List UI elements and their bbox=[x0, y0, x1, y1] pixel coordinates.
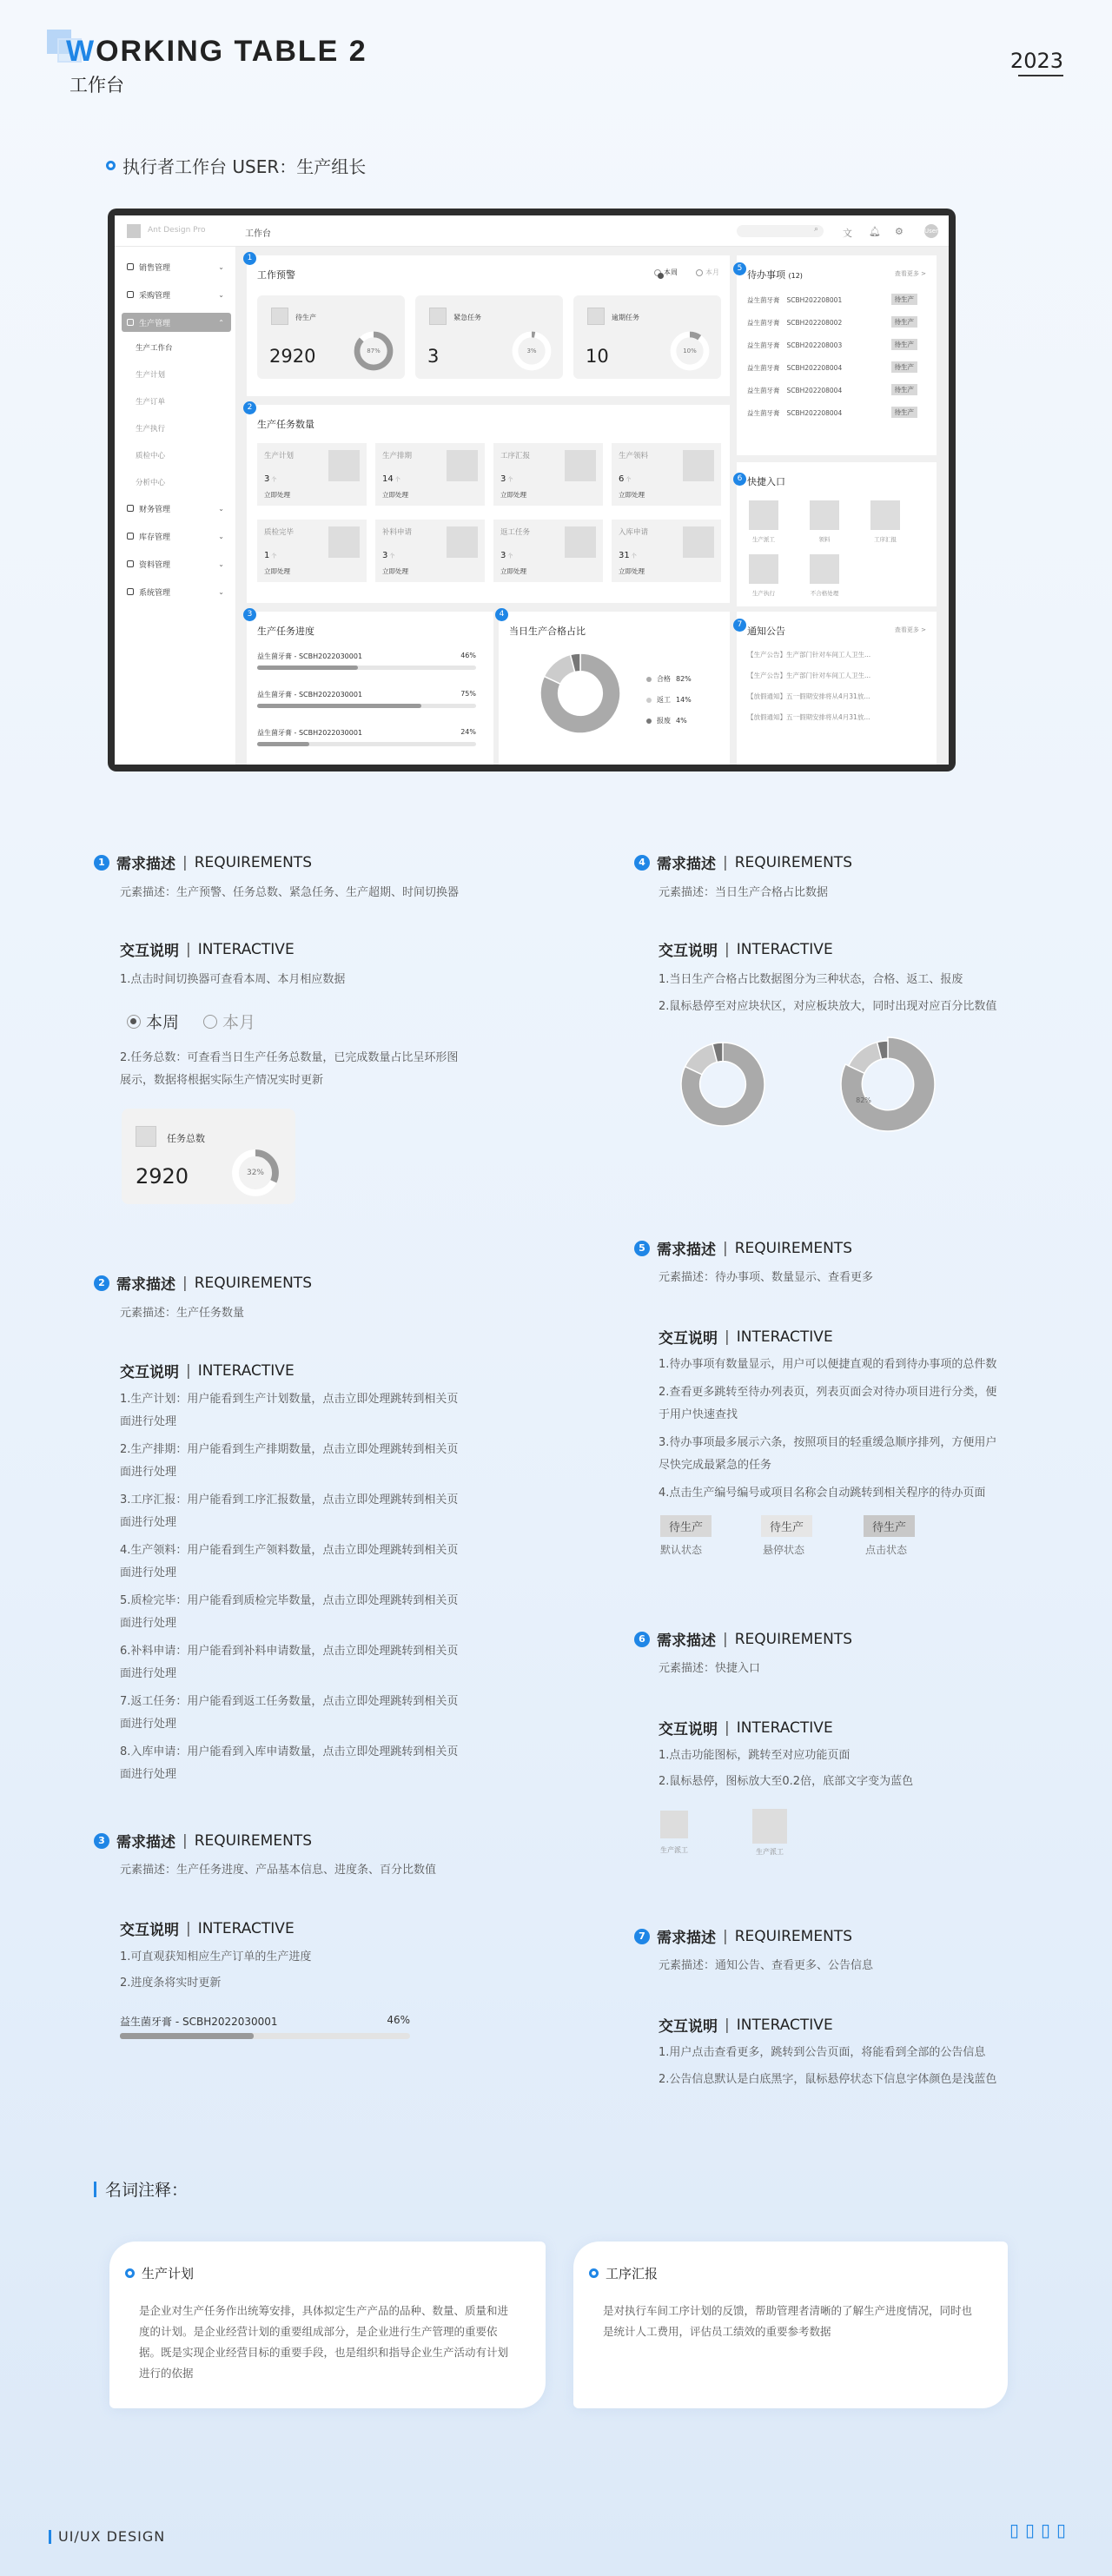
docs.s5-line: 2.查看更多跳转至待办列表页，列表页面会对待办项目进行分类，便 bbox=[659, 1386, 997, 1399]
app-sidebar bbox=[115, 247, 236, 765]
legend-item bbox=[646, 674, 692, 684]
task-unit: 个 bbox=[626, 477, 632, 483]
placeholder-icon bbox=[328, 450, 360, 481]
sidebar-item-data[interactable]: 资料管理 ⌄ bbox=[122, 554, 231, 573]
s4-donut-default bbox=[678, 1039, 768, 1129]
purchase-icon bbox=[127, 291, 134, 298]
legend-dot-icon bbox=[646, 718, 652, 724]
s6-p1: 1.点击功能图标，跳转至对应功能页面 bbox=[659, 1749, 851, 1762]
bullet-icon bbox=[106, 161, 116, 170]
todo-code[interactable]: SCBH202208004 bbox=[786, 409, 843, 417]
progress-row[interactable]: 益生菌牙膏 - SCBH2022030001 46% bbox=[257, 652, 476, 661]
s1-demo-card: 任务总数 2920 32% bbox=[122, 1109, 295, 1204]
placeholder-icon bbox=[271, 308, 288, 325]
progress-bar bbox=[257, 704, 476, 708]
year-label: 2023 bbox=[1009, 49, 1063, 73]
donut-slice-1[interactable] bbox=[849, 1043, 882, 1074]
device-frame bbox=[108, 209, 956, 771]
sidebar-item-production[interactable]: 生产管理 ⌃ bbox=[122, 313, 231, 332]
task-count: 14 bbox=[382, 474, 394, 484]
task-unit: 个 bbox=[507, 553, 513, 560]
task-action-link[interactable]: 立即处理 bbox=[500, 567, 526, 575]
s7-inter-heading: 交互说明 | INTERACTIVE bbox=[659, 2016, 833, 2036]
task-action-link[interactable]: 立即处理 bbox=[264, 567, 290, 575]
chevron-down-icon: ⌄ bbox=[218, 532, 224, 540]
legend-dot-icon bbox=[646, 677, 652, 682]
system-icon bbox=[127, 588, 134, 595]
docs.s2-line: 7.返工任务：用户能看到返工任务数量，点击立即处理跳转到相关页 bbox=[120, 1695, 459, 1708]
settings-icon[interactable]: ⚙ bbox=[895, 226, 904, 237]
s7-req-heading: 7 需求描述 | REQUIREMENTS bbox=[634, 1925, 852, 1947]
app-brand: Ant Design Pro bbox=[148, 226, 206, 235]
s6-p2: 2.鼠标悬停，图标放大至0.2倍，底部文字变为蓝色 bbox=[659, 1775, 914, 1788]
s6-desc: 元素描述：快捷入口 bbox=[659, 1662, 761, 1675]
progress-card bbox=[247, 612, 493, 765]
task-tile[interactable] bbox=[493, 520, 603, 582]
s3-desc: 元素描述：生产任务进度、产品基本信息、进度条、百分比数值 bbox=[120, 1864, 437, 1877]
task-count: 3 bbox=[264, 474, 270, 484]
placeholder-icon bbox=[447, 526, 478, 558]
task-value bbox=[619, 474, 631, 484]
docs.s2-line: 4.生产领料：用户能看到生产领料数量，点击立即处理跳转到相关页 bbox=[120, 1544, 459, 1557]
placeholder-icon bbox=[683, 526, 714, 558]
chevron-down-icon: ⌄ bbox=[218, 290, 224, 299]
todo-row[interactable] bbox=[747, 408, 917, 418]
s3-p1: 1.可直观获知相应生产订单的生产进度 bbox=[120, 1950, 312, 1963]
placeholder-icon bbox=[328, 526, 360, 558]
quick-entry-icon[interactable] bbox=[810, 554, 839, 584]
task-tile[interactable] bbox=[612, 520, 721, 582]
state-default-label: 默认状态 bbox=[660, 1544, 703, 1556]
bell-icon[interactable]: 🔔︎ bbox=[869, 226, 881, 237]
s4-p1: 1.当日生产合格占比数据图分为三种状态，合格、返工、报废 bbox=[659, 973, 963, 986]
legend-dot-icon bbox=[646, 698, 652, 703]
state-default-tag[interactable]: 待生产 bbox=[660, 1515, 712, 1537]
s4-hover-pct: 82% bbox=[856, 1096, 871, 1104]
quick-entry-icon[interactable] bbox=[749, 500, 778, 530]
task-label: 生产计划 bbox=[264, 452, 295, 460]
search-input[interactable] bbox=[737, 225, 824, 237]
docs.s5-line: 1.待办事项有数量显示，用户可以便捷直观的看到待办事项的总件数 bbox=[659, 1358, 997, 1371]
task-action-link[interactable]: 立即处理 bbox=[500, 491, 526, 499]
legend-label: 报废 bbox=[657, 717, 671, 725]
demo-radio-month[interactable]: 本月 bbox=[203, 1010, 255, 1033]
notice-item[interactable]: 【放假通知】五一假期安排将从4月31放... bbox=[747, 713, 870, 721]
flask-icon: ▯ bbox=[1025, 2520, 1036, 2540]
task-count: 31 bbox=[619, 551, 630, 560]
chevron-up-icon: ⌃ bbox=[218, 318, 224, 327]
tasks-title: 生产任务数量 bbox=[257, 419, 314, 430]
quick-entry-icon[interactable] bbox=[870, 500, 900, 530]
app-logo-icon bbox=[127, 224, 141, 238]
radio-off-icon bbox=[696, 269, 703, 276]
task-label: 生产领料 bbox=[619, 452, 649, 460]
task-action-link[interactable]: 立即处理 bbox=[264, 491, 290, 499]
s5-req-heading: 5 需求描述 | REQUIREMENTS bbox=[634, 1237, 852, 1259]
glossary-title: 名词注释： bbox=[94, 2177, 188, 2201]
task-value bbox=[264, 551, 276, 560]
placeholder-icon bbox=[136, 1126, 156, 1147]
task-label: 工序汇报 bbox=[500, 452, 531, 460]
task-tile[interactable] bbox=[257, 520, 367, 582]
docs.s5-line: 4.点击生产编号编号或项目名称会自动跳转到相关程序的待办页面 bbox=[659, 1487, 986, 1500]
s5-desc: 元素描述：待办事项、数量显示、查看更多 bbox=[659, 1271, 874, 1284]
sidebar-item-system[interactable]: 系统管理 ⌄ bbox=[122, 582, 231, 601]
task-unit: 个 bbox=[271, 477, 277, 483]
quick-demo-default[interactable] bbox=[660, 1811, 688, 1838]
badge-1: 1 bbox=[243, 252, 256, 265]
task-count: 3 bbox=[382, 551, 388, 560]
legend-item bbox=[646, 716, 687, 725]
task-tile[interactable] bbox=[375, 443, 485, 506]
quick-entry-label[interactable]: 不合格处理 bbox=[810, 590, 839, 597]
app-topbar bbox=[115, 215, 949, 247]
s7-p1: 1.用户点击查看更多，跳转到公告页面，将能看到全部的公告信息 bbox=[659, 2046, 986, 2059]
page-subtitle: 工作台 bbox=[70, 75, 124, 96]
task-tile[interactable] bbox=[375, 520, 485, 582]
task-unit: 个 bbox=[389, 553, 395, 560]
s4-inter-heading: 交互说明 | INTERACTIVE bbox=[659, 940, 833, 960]
s1-p2a: 2.任务总数：可查看当日生产任务总数量，已完成数量占比呈环形图 bbox=[120, 1051, 459, 1064]
task-value bbox=[382, 474, 400, 484]
docs.s2-line: 面进行处理 bbox=[120, 1617, 177, 1630]
state-click-tag[interactable]: 待生产 bbox=[864, 1515, 915, 1537]
finance-icon bbox=[127, 505, 134, 512]
sidebar-sub-analysis[interactable]: 分析中心 bbox=[136, 479, 166, 487]
task-unit: 个 bbox=[507, 477, 513, 483]
progress-bar bbox=[120, 2033, 410, 2039]
notice-item[interactable]: 【生产公告】生产部门针对车间工人卫生... bbox=[747, 651, 871, 659]
page-title: WORKING TABLE 2 bbox=[66, 35, 367, 68]
todo-name[interactable]: 益生菌牙膏 bbox=[747, 319, 780, 327]
quick-entry-label[interactable]: 生产派工 bbox=[752, 536, 775, 543]
task-tile[interactable] bbox=[493, 443, 603, 506]
stat-urgent[interactable]: 紧急任务 3 3% bbox=[415, 295, 563, 379]
s6-inter-heading: 交互说明 | INTERACTIVE bbox=[659, 1718, 833, 1738]
chevron-down-icon: ⌄ bbox=[218, 587, 224, 596]
bullet-icon bbox=[125, 2268, 135, 2278]
app-page-name: 工作台 bbox=[245, 229, 271, 239]
quick-entry-label[interactable]: 生产执行 bbox=[752, 590, 775, 597]
chevron-down-icon: ⌄ bbox=[218, 262, 224, 271]
quick-demo-hover[interactable] bbox=[752, 1809, 787, 1844]
todo-title: 待办事项 (12) bbox=[747, 269, 803, 281]
legend-pct: 4% bbox=[676, 717, 687, 725]
docs.s2-line: 2.生产排期：用户能看到生产排期数量，点击立即处理跳转到相关页 bbox=[120, 1443, 459, 1456]
sidebar-sub-plan[interactable]: 生产计划 bbox=[136, 371, 166, 380]
docs.s5-line: 尽快完成最紧急的任务 bbox=[659, 1459, 772, 1472]
todo-more-link[interactable]: 查看更多 > bbox=[894, 270, 926, 277]
task-value bbox=[264, 474, 276, 484]
progress-bar bbox=[257, 666, 476, 670]
radio-on-icon bbox=[127, 1015, 141, 1029]
task-unit: 个 bbox=[271, 553, 277, 560]
sales-icon bbox=[127, 263, 134, 270]
tab-week[interactable]: 本周 bbox=[654, 268, 678, 277]
docs.s5-line: 3.待办事项最多展示六条，按照项目的轻重缓急顺序排列，方便用户 bbox=[659, 1436, 997, 1449]
progress-row[interactable]: 益生菌牙膏 - SCBH2022030001 24% bbox=[257, 728, 476, 738]
progress-row[interactable]: 益生菌牙膏 - SCBH2022030001 75% bbox=[257, 690, 476, 699]
task-action-link[interactable]: 立即处理 bbox=[382, 567, 408, 575]
flask-icon: ▯ bbox=[1056, 2520, 1067, 2540]
legend-item bbox=[646, 695, 692, 705]
sidebar-item-finance[interactable]: 财务管理 ⌄ bbox=[122, 499, 231, 518]
s1-desc: 元素描述：生产预警、任务总数、紧急任务、生产超期、时间切换器 bbox=[120, 886, 460, 899]
task-unit: 个 bbox=[394, 477, 400, 483]
accent-bar bbox=[49, 2530, 51, 2544]
placeholder-icon bbox=[683, 450, 714, 481]
translate-icon[interactable]: 文 bbox=[843, 228, 852, 239]
chevron-down-icon: ⌄ bbox=[218, 504, 224, 513]
sidebar-item-inventory[interactable]: 库存管理 ⌄ bbox=[122, 526, 231, 546]
docs.s2-line: 8.入库申请：用户能看到入库申请数量，点击立即处理跳转到相关页 bbox=[120, 1745, 459, 1758]
app-screen bbox=[115, 215, 949, 765]
todo-row[interactable] bbox=[747, 363, 917, 373]
executor-text: 执行者工作台 USER：生产组长 bbox=[122, 156, 367, 177]
badge-4: 4 bbox=[495, 608, 508, 621]
avatar[interactable]: User bbox=[924, 224, 938, 238]
todo-code[interactable]: SCBH202208004 bbox=[786, 364, 843, 372]
todo-name[interactable]: 益生菌牙膏 bbox=[747, 364, 780, 372]
s3-req-heading: 3 需求描述 | REQUIREMENTS bbox=[94, 1830, 312, 1851]
task-label: 入库申请 bbox=[619, 528, 649, 537]
quality-donut[interactable] bbox=[537, 650, 624, 737]
todo-name[interactable]: 益生菌牙膏 bbox=[747, 341, 780, 349]
s4-req-heading: 4 需求描述 | REQUIREMENTS bbox=[634, 851, 852, 873]
todo-code[interactable]: SCBH202208001 bbox=[786, 296, 843, 304]
task-action-link[interactable]: 立即处理 bbox=[619, 567, 645, 575]
state-hover-label: 悬停状态 bbox=[763, 1544, 805, 1556]
task-label: 补料申请 bbox=[382, 528, 413, 537]
glossary-card: 生产计划 是企业对生产任务作出统筹安排，具体拟定生产产品的品种、数量、质量和进度的计划。是企业经营计划的重要组成部分，是企业进行生产管理的重要依据。既是实现企业经营目标的重要手段，也是组织和指导企业生产活动有计划进行的依据 bbox=[109, 2242, 546, 2408]
todo-row[interactable] bbox=[747, 386, 917, 395]
legend-pct: 14% bbox=[676, 696, 692, 704]
progress-title: 生产任务进度 bbox=[257, 626, 314, 637]
accent-bar bbox=[94, 2182, 96, 2197]
quick-card bbox=[737, 462, 937, 606]
quick-entry-label[interactable]: 领料 bbox=[818, 536, 831, 543]
s3-demo-progress: 益生菌牙膏 - SCBH2022030001 46% bbox=[120, 2014, 410, 2029]
todo-code[interactable]: SCBH202208002 bbox=[786, 319, 843, 327]
s2-req-heading: 2 需求描述 | REQUIREMENTS bbox=[94, 1272, 312, 1294]
executor-line bbox=[106, 153, 366, 178]
legend-label: 返工 bbox=[657, 696, 671, 704]
docs.s2-line: 3.工序汇报：用户能看到工序汇报数量，点击立即处理跳转到相关页 bbox=[120, 1493, 459, 1507]
task-count: 3 bbox=[500, 474, 506, 484]
radio-on-icon bbox=[654, 269, 661, 276]
task-value bbox=[382, 551, 394, 560]
quality-title: 当日生产合格占比 bbox=[509, 626, 586, 637]
search-icon: ⌕ bbox=[813, 225, 818, 234]
placeholder-icon bbox=[447, 450, 478, 481]
todo-card bbox=[737, 255, 937, 455]
todo-status-tag: 待生产 bbox=[891, 339, 918, 350]
legend-pct: 82% bbox=[676, 675, 692, 683]
warning-card bbox=[247, 255, 730, 396]
placeholder-icon bbox=[429, 308, 447, 325]
todo-status-tag: 待生产 bbox=[891, 294, 918, 305]
demo-radio-week[interactable]: 本周 bbox=[127, 1010, 179, 1033]
glossary-card: 工序汇报 是对执行车间工序计划的反馈，帮助管理者清晰的了解生产进度情况，同时也是统计人工费用，评估员工绩效的重要参考数据 bbox=[573, 2242, 1008, 2408]
sidebar-sub-quality[interactable]: 质检中心 bbox=[136, 452, 166, 460]
stat-pending[interactable]: 待生产 2920 87% bbox=[257, 295, 405, 379]
docs.s2-line: 面进行处理 bbox=[120, 1566, 177, 1579]
badge-2: 2 bbox=[243, 401, 256, 414]
badge-5: 5 bbox=[733, 262, 746, 275]
radio-off-icon bbox=[203, 1015, 217, 1029]
year-underline bbox=[1018, 75, 1063, 76]
task-count: 6 bbox=[619, 474, 625, 484]
task-label: 返工任务 bbox=[500, 528, 531, 537]
task-tile[interactable] bbox=[612, 443, 721, 506]
placeholder-icon bbox=[565, 450, 596, 481]
notice-more-link[interactable]: 查看更多 > bbox=[894, 626, 926, 633]
sidebar-item-sales[interactable]: 销售管理 ⌄ bbox=[122, 257, 231, 276]
s4-p2: 2.鼠标悬停至对应块状区，对应板块放大，同时出现对应百分比数值 bbox=[659, 1000, 997, 1013]
badge-6: 6 bbox=[733, 473, 746, 486]
flask-icon: ▯ bbox=[1041, 2520, 1051, 2540]
legend-label: 合格 bbox=[657, 675, 671, 683]
todo-status-tag: 待生产 bbox=[891, 384, 918, 395]
notice-card bbox=[737, 612, 937, 765]
docs.s2-line: 面进行处理 bbox=[120, 1718, 177, 1731]
sidebar-item-purchase[interactable]: 采购管理 ⌄ bbox=[122, 285, 231, 304]
todo-status-tag: 待生产 bbox=[891, 361, 918, 373]
state-click-label: 点击状态 bbox=[865, 1544, 908, 1556]
task-tile[interactable] bbox=[257, 443, 367, 506]
quality-card bbox=[499, 612, 730, 765]
s2-desc: 元素描述：生产任务数量 bbox=[120, 1307, 245, 1320]
task-value bbox=[619, 551, 637, 560]
tab-month[interactable]: 本月 bbox=[696, 268, 719, 277]
progress-bar bbox=[257, 742, 476, 746]
sidebar-sub-order[interactable]: 生产订单 bbox=[136, 398, 166, 407]
task-label: 生产排期 bbox=[382, 452, 413, 460]
task-unit: 个 bbox=[631, 553, 637, 560]
bullet-icon bbox=[589, 2268, 599, 2278]
todo-name[interactable]: 益生菌牙膏 bbox=[747, 296, 780, 304]
s1-inter-heading: 交互说明 | INTERACTIVE bbox=[120, 940, 295, 960]
s4-desc: 元素描述：当日生产合格占比数据 bbox=[659, 886, 829, 899]
s7-p2: 2.公告信息默认是白底黑字，鼠标悬停状态下信息字体颜色是浅蓝色 bbox=[659, 2073, 997, 2086]
stat-overdue[interactable]: 逾期任务 10 10% bbox=[573, 295, 721, 379]
quick-entry-icon[interactable] bbox=[749, 554, 778, 584]
docs.s2-line: 面进行处理 bbox=[120, 1667, 177, 1680]
inventory-icon bbox=[127, 533, 134, 540]
data-icon bbox=[127, 560, 134, 567]
todo-row[interactable] bbox=[747, 318, 917, 328]
s6-req-heading: 6 需求描述 | REQUIREMENTS bbox=[634, 1628, 852, 1650]
s1-p2b: 展示，数据将根据实际生产情况实时更新 bbox=[120, 1074, 324, 1087]
docs.s2-line: 面进行处理 bbox=[120, 1516, 177, 1529]
docs.s2-line: 5.质检完毕：用户能看到质检完毕数量，点击立即处理跳转到相关页 bbox=[120, 1594, 459, 1607]
s3-p2: 2.进度条将实时更新 bbox=[120, 1977, 222, 1990]
badge-7: 7 bbox=[733, 619, 746, 632]
placeholder-icon bbox=[587, 308, 605, 325]
task-action-link[interactable]: 立即处理 bbox=[619, 491, 645, 499]
todo-status-tag: 待生产 bbox=[891, 316, 918, 328]
quick-entry-icon[interactable] bbox=[810, 500, 839, 530]
docs.s2-line: 6.补料申请：用户能看到补料申请数量，点击立即处理跳转到相关页 bbox=[120, 1645, 459, 1658]
task-label: 质检完毕 bbox=[264, 528, 295, 537]
task-value bbox=[500, 551, 513, 560]
task-count: 1 bbox=[264, 551, 270, 560]
quick-entry-label[interactable]: 工序汇报 bbox=[874, 536, 897, 543]
todo-name[interactable]: 益生菌牙膏 bbox=[747, 387, 780, 394]
task-count: 3 bbox=[500, 551, 506, 560]
todo-code[interactable]: SCBH202208004 bbox=[786, 387, 843, 394]
s2-inter-heading: 交互说明 | INTERACTIVE bbox=[120, 1361, 295, 1381]
footer-label: UI/UX DESIGN bbox=[49, 2528, 165, 2545]
quick-title: 快捷入口 bbox=[747, 476, 785, 487]
notice-item[interactable]: 【放假通知】五一假期安排将从4月31放... bbox=[747, 692, 870, 700]
docs.s2-line: 面进行处理 bbox=[120, 1466, 177, 1479]
s1-req-heading: 1 需求描述 | REQUIREMENTS bbox=[94, 851, 312, 873]
s3-inter-heading: 交互说明 | INTERACTIVE bbox=[120, 1919, 295, 1939]
s7-desc: 元素描述：通知公告、查看更多、公告信息 bbox=[659, 1959, 874, 1972]
notice-item[interactable]: 【生产公告】生产部门针对车间工人卫生... bbox=[747, 672, 871, 679]
badge-3: 3 bbox=[243, 608, 256, 621]
todo-code[interactable]: SCBH202208003 bbox=[786, 341, 843, 349]
docs.s2-line: 面进行处理 bbox=[120, 1415, 177, 1428]
docs.s2-line: 面进行处理 bbox=[120, 1768, 177, 1781]
todo-row[interactable] bbox=[747, 295, 917, 305]
task-value bbox=[500, 474, 513, 484]
state-hover-tag[interactable]: 待生产 bbox=[761, 1515, 812, 1537]
todo-row[interactable] bbox=[747, 341, 917, 350]
chevron-down-icon: ⌄ bbox=[218, 560, 224, 568]
flask-icon: ▯ bbox=[1009, 2520, 1020, 2540]
sidebar-sub-exec[interactable]: 生产执行 bbox=[136, 425, 166, 434]
docs.s5-line: 于用户快速查找 bbox=[659, 1408, 738, 1421]
s1-p1: 1.点击时间切换器可查看本周、本月相应数据 bbox=[120, 973, 346, 986]
notice-title: 通知公告 bbox=[747, 626, 785, 637]
s5-inter-heading: 交互说明 | INTERACTIVE bbox=[659, 1328, 833, 1348]
todo-status-tag: 待生产 bbox=[891, 407, 918, 418]
production-icon bbox=[127, 319, 134, 326]
docs.s2-line: 1.生产计划：用户能看到生产计划数量，点击立即处理跳转到相关页 bbox=[120, 1393, 459, 1406]
s4-donut-hover bbox=[837, 1034, 938, 1135]
task-action-link[interactable]: 立即处理 bbox=[382, 491, 408, 499]
warning-title: 工作预警 bbox=[257, 269, 295, 281]
todo-name[interactable]: 益生菌牙膏 bbox=[747, 409, 780, 417]
sidebar-sub-workbench[interactable]: 生产工作台 bbox=[136, 344, 173, 353]
placeholder-icon bbox=[565, 526, 596, 558]
tasks-card bbox=[247, 405, 730, 603]
